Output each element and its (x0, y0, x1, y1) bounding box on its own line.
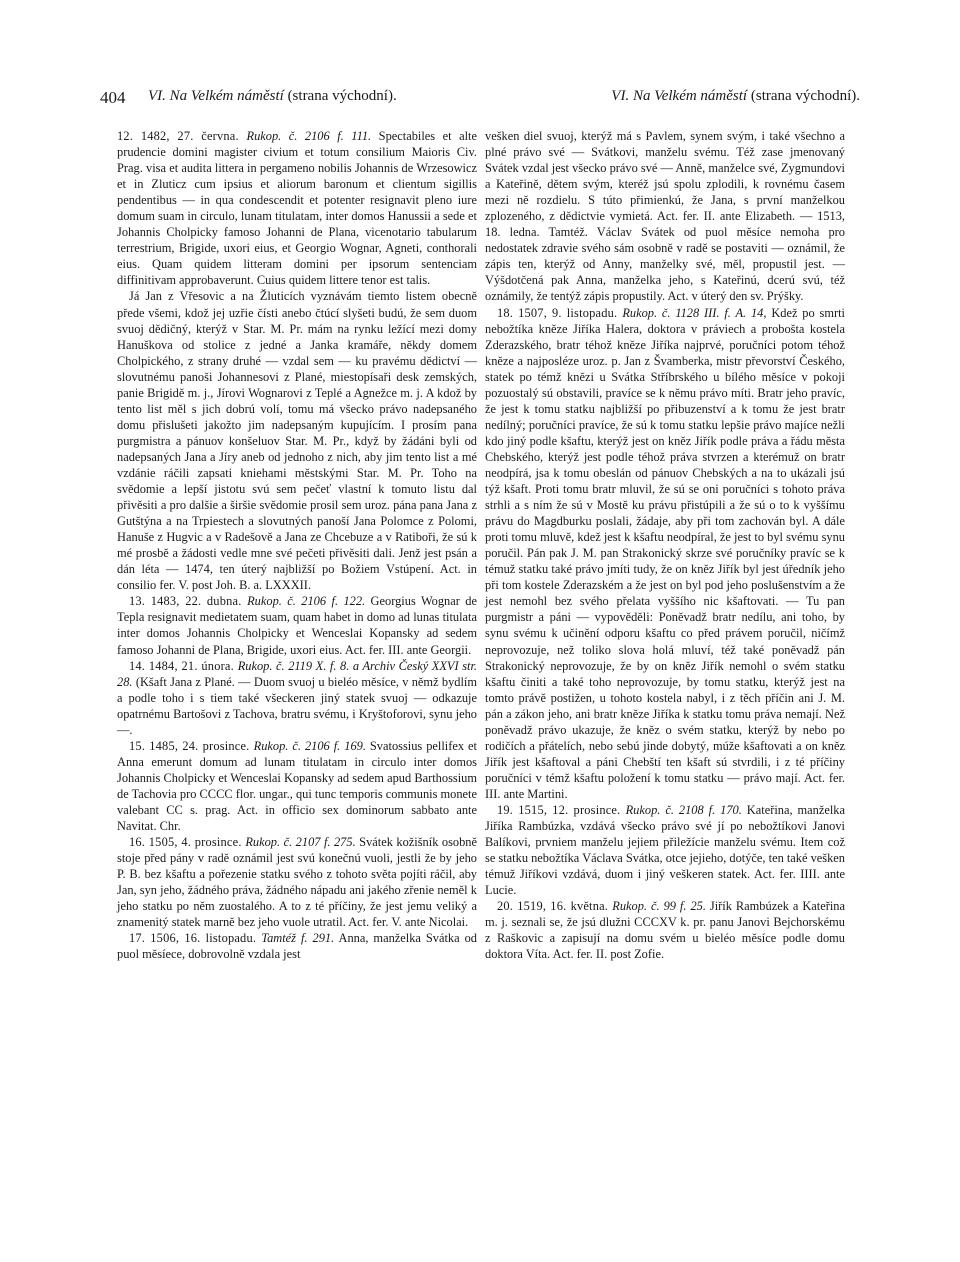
entry-paragraph (485, 128, 845, 305)
page-number: 404 (100, 88, 126, 107)
entry-reference: Rukop. č. 2106 f. 111. (246, 129, 372, 143)
entry-paragraph (485, 898, 845, 962)
entry-paragraph (117, 930, 477, 962)
entry-reference: Rukop. č. 1128 III. f. A. 14, (622, 305, 767, 320)
entry-reference: Rukop. č. 2107 f. 275. (245, 835, 356, 850)
entry-heading: 13. 1483, 22. dubna. (129, 594, 248, 609)
entry-reference: Tamtéž f. 291. (261, 931, 335, 946)
entry-text: Svatossius pellifex et Anna emerunt domum ad lunam titulatam in circulo inter domos Johannis Cholpicky et Wenceslai Kopansky ad sedem apud Barthossium de Tachovia pro CCCC flor. ungar., qui tunc temporis communis monete valebant CC s. prag. Act. in officio sex dominorum sabbato ante Navitat. Chr. (117, 738, 477, 834)
entry-paragraph (117, 834, 477, 930)
entry-reference: Rukop. č. 2106 f. 122. (247, 594, 366, 609)
entry-text: Georgius Wognar de Tepla resignavit medietatem suam, quam habet in domo ad lunas titulata inter domos Johannis Cholpicky et Wenceslai Kopansky ad sedem famoso Johanni de Plana, Brigide, uxori eius. Act. fer. III. ante Georgii. (117, 594, 477, 657)
entry-text: Svátek kožišník osobně stoje před pány v radě oznámil jest svú konečnú vuoli, jestli že by jeho P. B. bez kšaftu a pořezenie statku svého z tohoto světa pojíti ráčil, aby Jan, syn jeho, žádného práva, žádného nápadu ani jakého zřenie neměl k jeho statku po něm zuostalého. A to z té příčiny, že jest jemu veliký a znamenitý statek marně bez jeho vuole utratil. Act. fer. V. ante Nicolai. (117, 835, 477, 930)
entry-reference: Rukop. č. 2108 f. 170. (625, 802, 742, 817)
entry-heading: 16. 1505, 4. prosince. (129, 835, 246, 850)
entry-heading: 19. 1515, 12. prosince. (497, 802, 626, 817)
entry-heading: 12. 1482, 27. června. (117, 129, 247, 143)
running-title-right (611, 88, 860, 105)
entry-text: Jiřík Rambúzek a Kateřina m. j. seznali se, že jsú dlužni CCCXV k. pr. panu Janovi Bejchorskému z Raškovic a zapisují na domu svém u bieléo měsíce podle domu doktora Víta. Act. fer. II. post Zofie. (485, 899, 845, 962)
entry-text: Já Jan z Vřesovic a na Žluticích vyznávám tiemto listem obecně přede všemi, kdož jej uzřie čísti anebo čtúcí slyšeti budú, že sem duom svuoj dědičný, kterýž v Star. M. Pr. mám na rynku ležící mezi domy Hanuškova od stolice z jedné a Janka kramáře, někdy domem Cholpického, z strany druhé — vzdal sem — ku pravému dědictví — slovutnému panoši Johannesovi z Plané, miestopísaři desk zemských, panie Brigidě m. j., Jírovi Wognarovi z Teplé a Agnežce m. j. A kdož by tento list měl s jich dobrú volí, tomu má všecko právo nadepsaného domu přislušeti jakožto jim nadepsaným kupujícím. I prosím pana purgmistra a pánuov konšeluov Star. M. Pr., když by žádáni byli od nadepsaných Jana a Jíry aneb od jednoho z nich, aby jim tento list a mé vzdánie ráčili zapsati kniehami městskými Star. M. Pr. Toho na svědomie a lepší jistotu svú sem pečeť vlastní k tomuto listu dal přivěsiti a pro dalšie a širšie svědomie prosil sem uroz. pána pana Jana z Gutštýna a na Trpiestech a slovutných panoší Jana Polomce z Polomi, Hanuše z Hugvic a v Radešově a Jana ze Chcebuze a v Ratiboři, že sú k mé prosbě a žádosti vedle mne své pečeti přivěsiti dali. Jenž jest psán a dán léta — 1474, ten úterý najbližší po Božiem Vstúpení. Act. in consilio fer. V. post Joh. B. a. LXXXII. (117, 289, 477, 593)
entry-heading: 20. 1519, 16. května. (497, 899, 613, 914)
entry-paragraph (485, 305, 845, 802)
entry-heading: 15. 1485, 24. prosince. (129, 738, 254, 753)
left-column (117, 128, 477, 962)
right-column (485, 128, 845, 962)
entry-paragraph (485, 802, 845, 898)
entry-reference: Rukop. č. 99 f. 25. (612, 899, 706, 914)
entry-reference: Rukop. č. 2106 f. 169. (253, 738, 366, 753)
entry-paragraph (117, 288, 477, 593)
entry-text: vešken diel svuoj, kterýž má s Pavlem, synem svým, i také všechno a plné právo své — Svátkovi, manželu svému. Též zase jmenovaný Svátek vzdal jest všecko právo své — Anně, manželce své, Zygmundovi a Kateřině, dětem svým, kteréž jsú spolu zplodili, k rovnému časem mezi ně rozdielu. S túto přimienkú, že Jana, s první manželkou zplozeného, z dědictvie vymietá. Act. fer. II. ante Elizabeth. — 1513, 18. ledna. Tamtéž. Václav Svátek od puol měsíce nemoha pro nedostatek zdravie svého sám osobně v radě se postaviti — oznámil, že zápis ten, kterýž od Anny, manželky své, měl, propustil jest. — Výšdotčená pak Anna, manželka jeho, s Kateřinú, dcerú svú, též oznámily, že tentýž zápis propustily. Act. v úterý den sv. Prýšky. (485, 129, 845, 304)
running-header (100, 88, 860, 112)
entry-text: Spectabiles et alte prudencie domini magister civium et totum consilium Maioris Civ. Prag. visa et audita littera in pergameno nobilis Johannis de Wrzesowicz et in Zluticz cum ipsius et aliorum baronum et clientum sigillis pendentibus — in qua condescendit et potenter resignavit pleno iure domum suam in circulo, lunam titulatam, inter domos Hanussii a sede et Johannis Cholpicky famoso Johanni de Plana, vicenotario tabularum terrestrium, Brigide, uxori eius, et Georgio Wognar, Agneti, conthorali eius. Quam quidem litteram domini per ipsorum sentenciam diffinitivam approbaverunt. Cuius quidem littere tenor est talis. (117, 129, 477, 288)
entry-text: Kateřina, manželka Jiříka Rambúzka, vzdává všecko právo své jí po nebožtíkovi Janovi Balíkovi, prvniem manželu jejiem přiležície manželu svému. Item což se statku nebožtíka Václava Svátka, otce jejieho, dotýče, ten také vešken témuž Jiříkovi vzdává, duom i jiný veškeren statek. Act. fer. IIII. ante Lucie. (485, 802, 845, 898)
running-title-left-plain: (strana východní). (283, 88, 397, 104)
running-title-left (148, 88, 397, 105)
running-title-left-italic: VI. Na Velkém náměstí (148, 88, 284, 104)
entry-paragraph (117, 658, 477, 738)
entry-reference: Rukop. č. 2119 X. f. 8. a Archiv Český XXVI str. 28. (117, 658, 477, 689)
entry-text: (Kšaft Jana z Plané. — Duom svuoj u bieléo měsíce, v němž bydlím a podle toho i s tiem také všeckeren jiný statek svuoj — odkazuje opatrnému Bartošovi z Tachova, bratru svému, i Kryštoforovi, synu jeho —. (117, 674, 477, 737)
entry-heading: 14. 1484, 21. února. (129, 658, 238, 673)
running-title-right-plain: (strana východní). (747, 88, 860, 104)
entry-text: Kdež po smrti nebožtíka kněze Jiříka Halera, doktora v práviech a probošta kostela Zderazského, bratr téhož kněze Jiříka najprvé, poručníci potom téhož kněze a najposlézе uroz. p. Jan z Švamberka, mistr převorství Českého, statek po témž knězi u Svátka Stříbrského u bílého měsíce v pokoji pozuostalý sú obstavili, pravíce se k němu právo míti. Bratr jeho pravíc, že jest k tomu statku najbližší po přibuzenství a k tomu že jest bratr nedílný; poručníci pravíce, že sú k tomu statku lepšie právo majíce nežli kdo jiný podle kšaftu, kterýž jest on kněz Jiřík podle práva a řádu města Chebského, kterýž jest podle téhož práva stvrzen a kterémuž on bratr neodpírá, jsa k tomu obeslán od pánuov Chebských a na to ukázali jsú týž kšaft. Proti tomu bratr mluvil, že sú se oni poručníci s tohoto práva strhli a s ním že sú v Mostě ku právu přistúpili a že sú o to k vyššímu právu do Magdburku poslali, žádaje, aby při tom zachován byl. A dále proti tomu mluvě, kdež jest k kšaftu neodpíral, že jest to byl svému synu poručil. Pán pak J. M. pan Strakonický skrze své poručníky pravíc se k témuž statku také právo jmíti tudy, že on kněz Jiřík byl jest úředník jeho při tom kostele Zderazském a že jest on byl pod jeho poslušenstvím a že jest nemohl bez svého přelata vyššího nic kšaftovati. — Tu pan purgmistr a páni — vypověděli: Poněvadž bratr nedílu, ani toho, by synu svému k učinění odporu kšaftu co před právem poručil, ničímž neprovozuje, než toliko slova holá mluví, též také poněvadž pán Strakonický neprovozuje, že by on kněz Jiřík nemohl o svém statku kšaftu činiti a také toho neprovozuje, by tomu statku, kterýž jest na tomto právě postižen, u tohoto kostela nabyl, i z těch příčin ani J. M. pán a zákon jeho, ani bratr kněze Jiříka k statku tomu práva nemají. Než poněvadž právo ukazuje, že kněz o svém statku, kterýž by nebo po rodičích a přátelích, nebo sebú jinde dobytý, múže kšaftovati a on kněz Jiřík jest kšaftoval a páni Chebští ten kšaft sú stvrdili, i z té příčiny poručníci v témž kšaftu položení k tomu statku — právo mají. Act. fer. III. ante Martini. (485, 305, 845, 801)
entry-paragraph (117, 128, 477, 288)
entry-heading: 17. 1506, 16. listopadu. (129, 931, 262, 946)
entry-heading: 18. 1507, 9. listopadu. (497, 305, 623, 320)
entry-text: Anna, manželka Svátka od puol měsíece, dobrovolně vzdala jest (117, 931, 477, 962)
running-title-right-italic: VI. Na Velkém náměstí (611, 88, 748, 104)
entry-paragraph (117, 738, 477, 834)
entry-paragraph (117, 593, 477, 657)
